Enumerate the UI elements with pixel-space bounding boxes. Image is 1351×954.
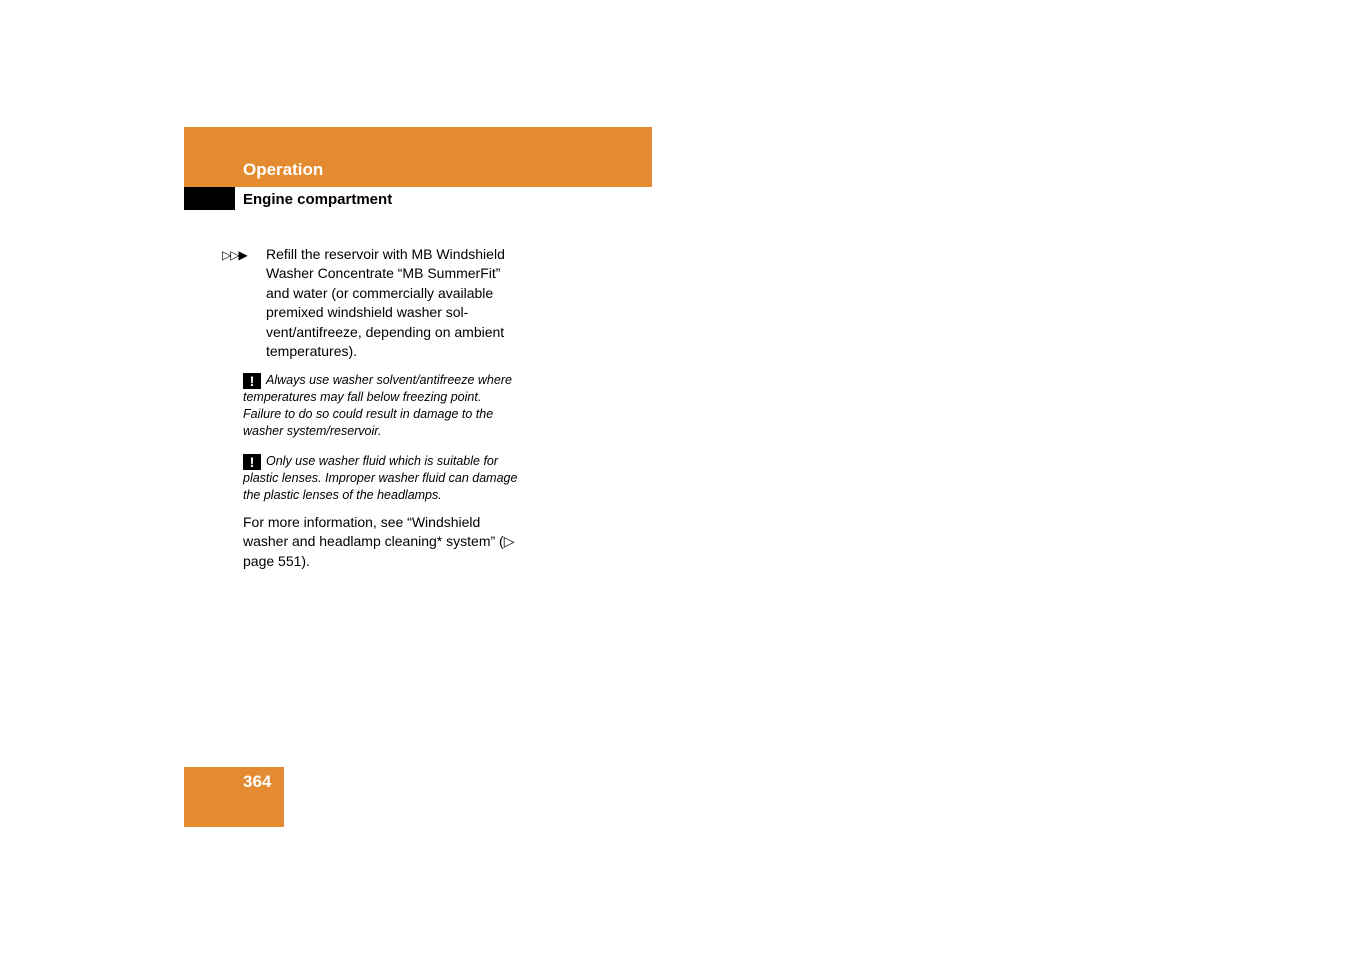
- subsection-title: Engine compartment: [243, 191, 393, 208]
- warning-note: [243, 453, 519, 504]
- warning-note-text: Always use washer solvent/antifreeze where temperatures may fall below freezing point. Failure to do so could result in damage to the washer system/reservoir.: [243, 373, 512, 438]
- continuation-marker: ▷▷▶: [222, 248, 247, 262]
- section-tab-marker: [184, 187, 235, 210]
- more-info-text: For more information, see “Windshield washer and headlamp cleaning* system” (▷ page 551).: [243, 514, 515, 569]
- warning-icon: !: [243, 454, 261, 470]
- warning-note-text: Only use washer fluid which is suitable for plastic lenses. Improper washer fluid can damage the plastic lenses of the headlamps.: [243, 454, 518, 502]
- page-number: 364: [243, 772, 272, 791]
- section-title: Operation: [243, 160, 324, 179]
- warning-note: [243, 372, 519, 440]
- step-text: Refill the reservoir with MB Windshield Washer Concentrate “MB SummerFit” and water (or commercially available premixed windshield washer sol-vent/antifreeze, depending on ambient temperatures).: [266, 246, 505, 360]
- warning-icon: !: [243, 373, 261, 389]
